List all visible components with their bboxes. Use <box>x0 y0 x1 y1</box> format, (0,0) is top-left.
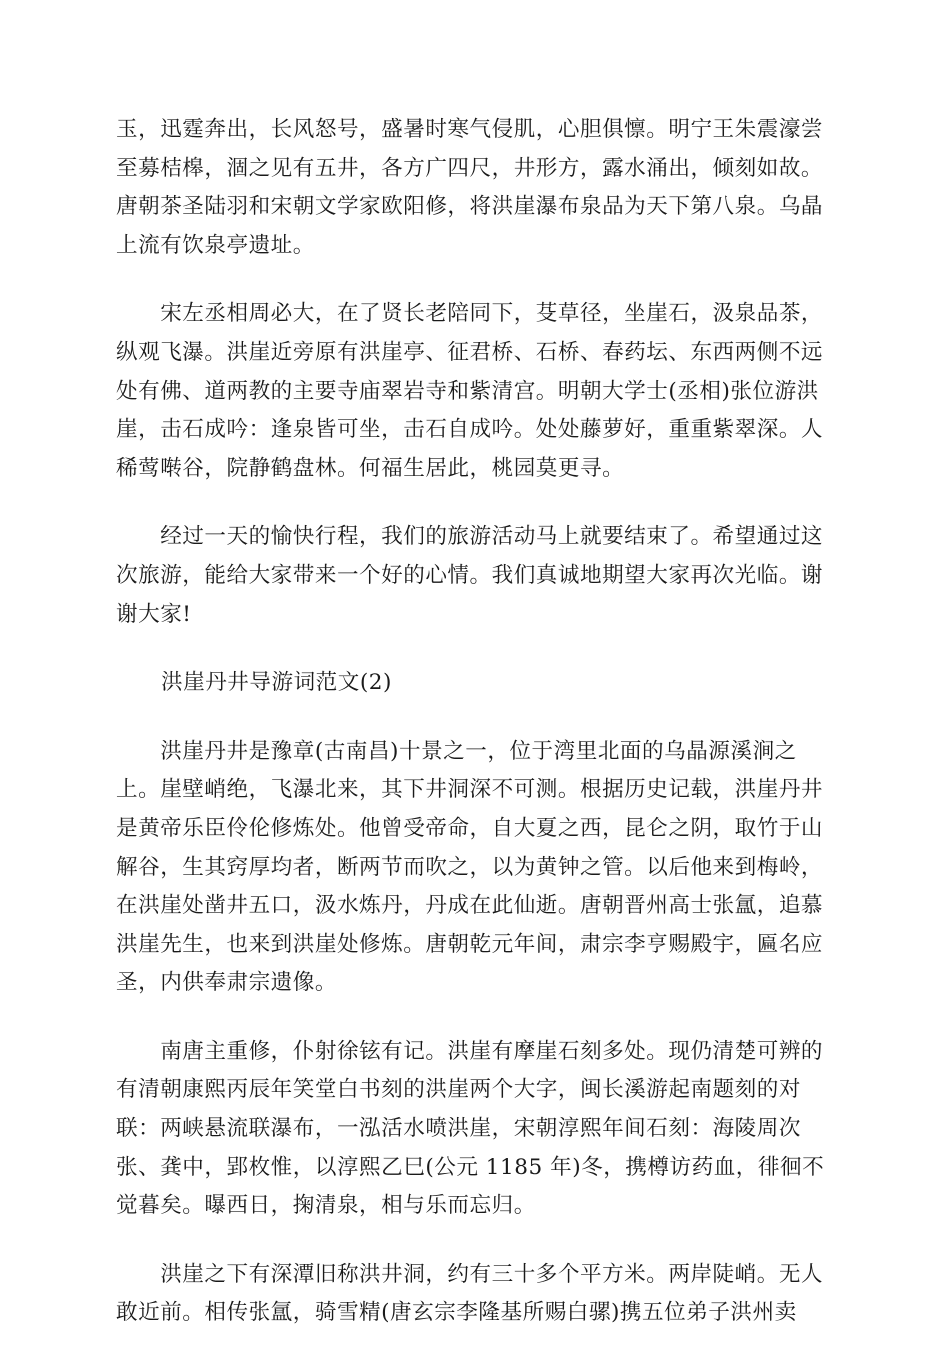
text-line: 有清朝康熙丙辰年笑堂白书刻的洪崖两个大字，闽长溪游起南题刻的对 <box>116 1077 801 1103</box>
text-line: 经过一天的愉快行程，我们的旅游活动马上就要结束了。希望通过这 <box>116 524 824 550</box>
text-line: 上流有饮泉亭遗址。 <box>116 232 315 258</box>
text-line: 崖，击石成吟：逢泉皆可坐，击石自成吟。处处藤萝好，重重紫翠深。人 <box>116 417 824 443</box>
text-line: 唐朝茶圣陆羽和宋朝文学家欧阳修，将洪崖瀑布泉品为天下第八泉。乌晶 <box>116 194 824 220</box>
text-line: 纵观飞瀑。洪崖近旁原有洪崖亭、征君桥、石桥、春药坛、东西两侧不远 <box>116 339 824 365</box>
text-line: 张、龚中，郢枚惟，以淳熙乙巳(公元 1185 年)冬，携樽访药血，徘徊不 <box>116 1154 825 1180</box>
text-line: 洪崖先生，也来到洪崖处修炼。唐朝乾元年间，肃宗李亨赐殿宇，匾名应 <box>116 931 824 957</box>
text-line: 处有佛、道两教的主要寺庙翠岩寺和紫清宫。明朝大学士(丞相)张位游洪 <box>116 378 819 404</box>
paragraph-4 <box>116 733 834 1003</box>
text-line: 南唐主重修，仆射徐铉有记。洪崖有摩崖石刻多处。现仍清楚可辨的 <box>116 1038 824 1064</box>
text-line: 洪崖丹井是豫章(古南昌)十景之一，位于湾里北面的乌晶源溪涧之 <box>116 738 797 764</box>
text-line: 觉暮矣。曝西日，掬清泉，相与乐而忘归。 <box>116 1193 536 1219</box>
text-line: 圣，内供奉肃宗遗像。 <box>116 970 337 996</box>
document-page <box>116 111 834 1363</box>
text-line: 上。崖壁峭绝，飞瀑北来，其下井洞深不可测。根据历史记载，洪崖丹井 <box>116 777 824 803</box>
text-line: 次旅游，能给大家带来一个好的心情。我们真诚地期望大家再次光临。谢 <box>116 562 824 588</box>
text-line: 在洪崖处凿井五口，汲水炼丹，丹成在此仙逝。唐朝晋州高士张氲，追慕 <box>116 893 824 919</box>
text-line: 至募桔槔，涸之见有五井，各方广四尺，井形方，露水涌出，倾刻如故。 <box>116 155 824 181</box>
paragraph-2 <box>116 295 834 488</box>
text-line: 联：两峡悬流联瀑布，一泓活水喷洪崖，宋朝淳熙年间石刻：海陵周次 <box>116 1116 801 1142</box>
text-line: 洪崖之下有深潭旧称洪井洞，约有三十多个平方米。两岸陡峭。无人 <box>116 1261 824 1287</box>
text-line: 敢近前。相传张氲，骑雪精(唐玄宗李隆基所赐白骡)携五位弟子洪州卖 <box>116 1300 797 1326</box>
paragraph-6 <box>116 1256 834 1333</box>
paragraph-5 <box>116 1033 834 1226</box>
text-line: 玉，迅霆奔出，长风怒号，盛暑时寒气侵肌，心胆俱懔。明宁王朱震濠尝 <box>116 117 824 142</box>
paragraph-1 <box>116 111 834 265</box>
text-line: 稀莺啭谷，院静鹤盘林。何福生居此，桃园莫更寻。 <box>116 455 625 481</box>
text-line: 宋左丞相周必大，在了贤长老陪同下，芟草径，坐崖石，汲泉品茶， <box>116 301 824 327</box>
text-line: 是黄帝乐臣伶伦修炼处。他曾受帝命，自大夏之西，昆仑之阴，取竹于山 <box>116 815 824 841</box>
paragraph-3 <box>116 518 834 634</box>
text-line: 谢大家! <box>116 601 192 627</box>
text-line: 解谷，生其窍厚均者，断两节而吹之，以为黄钟之管。以后他来到梅岭， <box>116 854 824 880</box>
section-heading: 洪崖丹井导游词范文(2) <box>161 670 392 696</box>
